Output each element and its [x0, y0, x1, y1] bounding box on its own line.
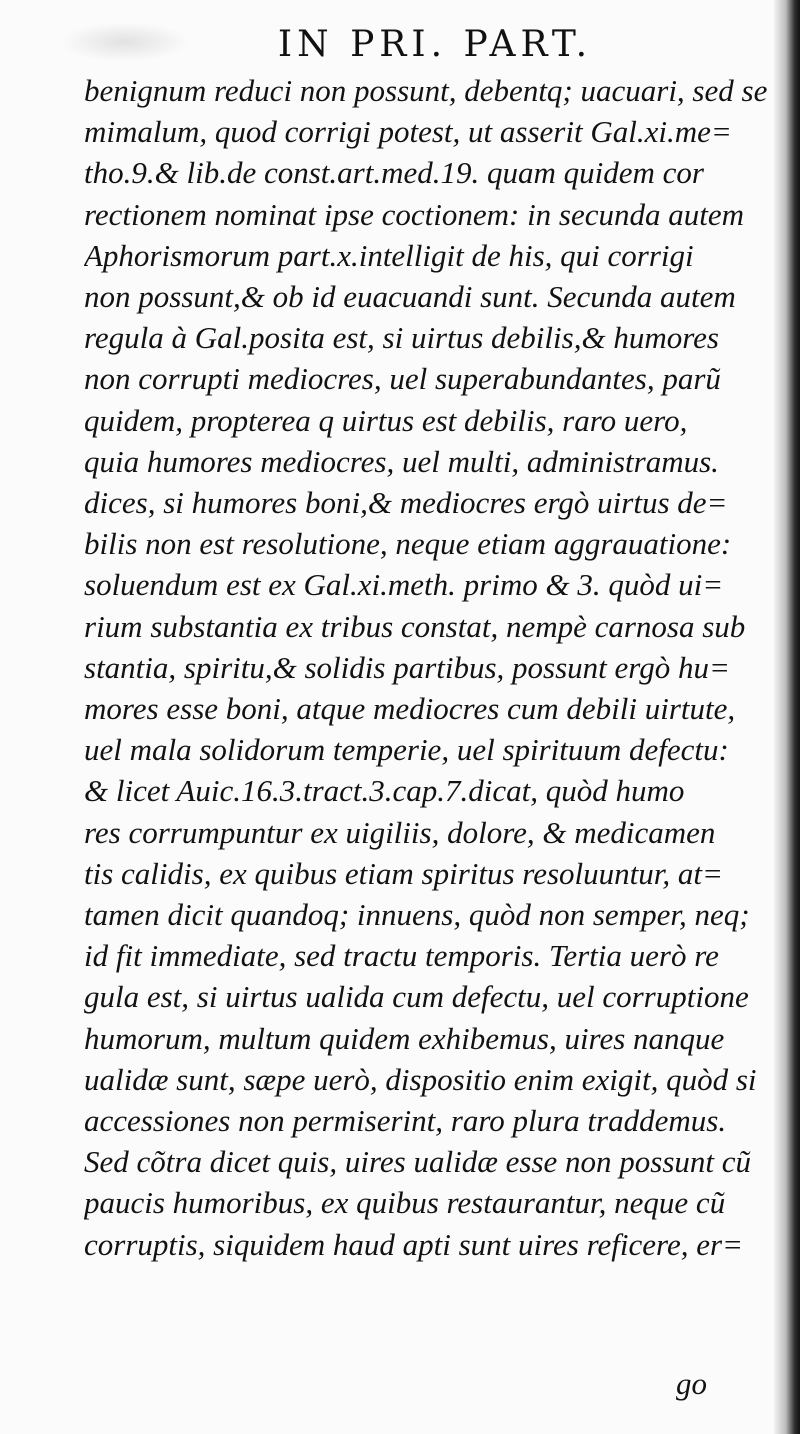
text-line: tis calidis, ex quibus etiam spiritus resoluuntur, at= — [84, 855, 723, 891]
text-line: non corrupti mediocres, uel superabundantes, parũ — [84, 361, 721, 397]
text-line: ualidæ sunt, sæpe uerò, dispositio enim exigit, quòd si — [84, 1061, 757, 1097]
text-line: uel mala solidorum temperie, uel spirituum defectu: — [84, 732, 729, 768]
text-line: non possunt,& ob id euacuandi sunt. Secunda autem — [84, 279, 736, 315]
text-line: quia humores mediocres, uel multi, administramus. — [84, 443, 719, 479]
page-gutter-shadow — [774, 0, 800, 1434]
text-line: res corrumpuntur ex uigiliis, dolore, & medicamen — [84, 814, 716, 850]
text-line: Sed cõtra dicet quis, uires ualidæ esse non possunt cũ — [84, 1144, 752, 1180]
text-line: soluendum est ex Gal.xi.meth. primo & 3. quòd ui= — [84, 567, 724, 603]
text-line: regula à Gal.posita est, si uirtus debilis,& humores — [84, 320, 719, 356]
text-line: rectionem nominat ipse coctionem: in secunda autem — [84, 196, 745, 232]
text-line: Aphorismorum part.x.intelligit de his, qui corrigi — [84, 237, 694, 273]
text-line: & licet Auic.16.3.tract.3.cap.7.dicat, quòd humo — [84, 773, 685, 809]
page-body — [84, 70, 774, 1265]
text-line: id fit immediate, sed tractu temporis. Tertia uerò re — [84, 938, 719, 974]
text-line: mimalum, quod corrigi potest, ut asserit Gal.xi.me= — [84, 114, 732, 150]
text-line: tamen dicit quandoq; innuens, quòd non semper, neq; — [84, 897, 750, 933]
text-line: stantia, spiritu,& solidis partibus, possunt ergò hu= — [84, 649, 730, 685]
text-line: corruptis, siquidem haud apti sunt uires reficere, er= — [84, 1226, 743, 1262]
text-line: humorum, multum quidem exhibemus, uires nanque — [84, 1020, 725, 1056]
text-line: accessiones non permiserint, raro plura traddemus. — [84, 1103, 727, 1139]
text-line: rium substantia ex tribus constat, nempè carnosa sub — [84, 608, 746, 644]
text-line: tho.9.& lib.de const.art.med.19. quam quidem cor — [84, 155, 704, 191]
running-head: IN PRI. PART. — [277, 24, 593, 65]
text-line: gula est, si uirtus ualida cum defectu, uel corruptione — [84, 979, 749, 1015]
text-line: paucis humoribus, ex quibus restaurantur, neque cũ — [84, 1185, 726, 1221]
text-line: mores esse boni, atque mediocres cum debili uirtute, — [84, 691, 736, 727]
text-line: bilis non est resolutione, neque etiam aggrauatione: — [84, 526, 732, 562]
text-line: quidem, propterea q uirtus est debilis, raro uero, — [84, 402, 688, 438]
catchword: go — [676, 1366, 707, 1401]
text-line: benignum reduci non possunt, debentq; uacuari, sed se — [84, 73, 768, 108]
text-line: dices, si humores boni,& mediocres ergò uirtus de= — [84, 485, 728, 521]
